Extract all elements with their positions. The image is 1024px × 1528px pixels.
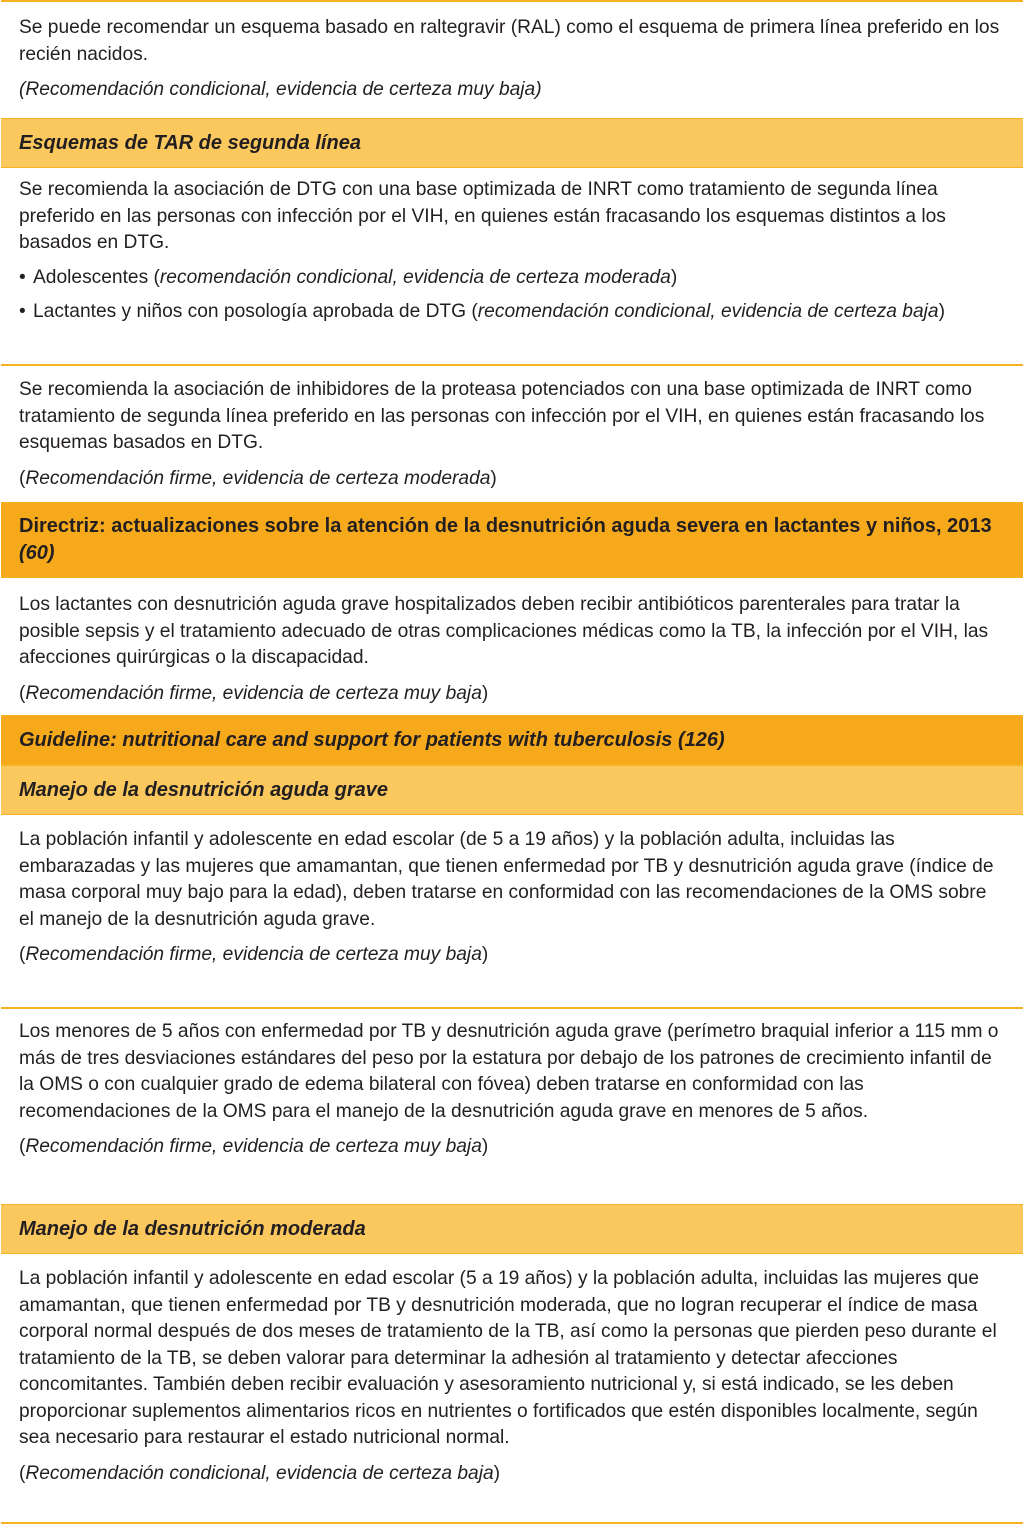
- section-header-manejo-grave: [1, 765, 1023, 815]
- recommendation-text: Los menores de 5 años con enfermedad por TB y desnutrición aguda grave (perímetro braquial inferior a 115 mm o más de tres desviaciones estándares del peso por la estatura por debajo de los patrones de crecimiento infantil de la OMS o con cualquier grado de edema bilateral con fóvea) deben tratarse en conformidad con las recomendaciones de la OMS para el manejo de la desnutrición aguda grave en menores de 5 años.: [19, 1021, 999, 1122]
- section-header-title: Directriz: actualizaciones sobre la atención de la desnutrición aguda severa en lactantes y niños, 2013: [19, 515, 992, 537]
- recommendation-strength: (Recomendación firme, evidencia de certeza muy baja): [19, 682, 489, 704]
- reference-number: (60): [19, 542, 55, 564]
- recommendation-text: Se puede recomendar un esquema basado en raltegravir (RAL) como el esquema de primera línea preferido en los recién nacidos.: [19, 17, 1000, 65]
- section-header-sam-guideline: [1, 502, 1023, 578]
- list-item: • Adolescentes (recomendación condicional, evidencia de certeza moderada): [19, 265, 1005, 292]
- bullet-icon: •: [19, 301, 26, 322]
- recommendation-pi-second-line: [1, 364, 1023, 502]
- recommendation-dtg-second-line: [1, 168, 1023, 364]
- recommendation-text: Se recomienda la asociación de DTG con una base optimizada de INRT como tratamiento de segunda línea preferido en las personas con infección por el VIH, en quienes están fracasando los esquemas distintos a los basados en DTG.: [19, 179, 946, 253]
- recommendation-text: Los lactantes con desnutrición aguda grave hospitalizados deben recibir antibióticos parenterales para tratar la posible sepsis y el tratamiento adecuado de otras complicaciones médicas como la TB, la infección por el VIH, las afecciones quirúrgicas o la discapacidad.: [19, 594, 989, 668]
- recommendation-text: La población infantil y adolescente en edad escolar (de 5 a 19 años) y la población adulta, incluidas las embarazadas y las mujeres que amamantan, que tienen enfermedad por TB y desnutrición aguda grave (índice de masa corporal muy bajo para la edad), deben tratarse en conformidad con las recomendaciones de la OMS sobre el manejo de la desnutrición aguda grave.: [19, 829, 994, 930]
- recommendation-strength: (Recomendación condicional, evidencia de certeza muy baja): [19, 79, 542, 100]
- recommendation-strength: (Recomendación firme, evidencia de certeza moderada): [19, 467, 497, 489]
- recommendation-sam-antibiotics: [1, 578, 1023, 715]
- list-item: • Lactantes y niños con posología aprobada de DTG (recomendación condicional, evidencia de certeza baja): [19, 299, 1005, 326]
- recommendations-table: [1, 0, 1023, 1524]
- recommendation-sam-under-five: [1, 1007, 1023, 1204]
- recommendation-sam-school-age: [1, 815, 1023, 1007]
- recommendation-strength: (Recomendación condicional, evidencia de certeza baja): [19, 1462, 501, 1484]
- section-header-second-line: [1, 118, 1023, 168]
- section-header-title: Manejo de la desnutrición aguda grave: [19, 778, 388, 801]
- recommendation-strength: (Recomendación firme, evidencia de certeza muy baja): [19, 1136, 489, 1157]
- section-header-tb-guideline: [1, 715, 1023, 765]
- section-header-title: Manejo de la desnutrición moderada: [19, 1217, 366, 1240]
- section-header-title: Guideline: nutritional care and support for patients with tuberculosis (126): [19, 728, 725, 751]
- recommendation-strength: (Recomendación firme, evidencia de certeza muy baja): [19, 944, 489, 965]
- recommendation-moderate-malnutrition: [1, 1254, 1023, 1524]
- recommendation-ral-newborns: [1, 0, 1023, 118]
- section-header-manejo-moderada: [1, 1204, 1023, 1254]
- recommendation-text: Se recomienda la asociación de inhibidores de la proteasa potenciados con una base optimizada de INRT como tratamiento de segunda línea preferido en las personas con infección por el VIH, en quienes están fracasando los esquemas basados en DTG.: [19, 379, 985, 453]
- recommendation-text: La población infantil y adolescente en edad escolar (5 a 19 años) y la población adulta, incluidas las mujeres que amamantan, que tienen enfermedad por TB y desnutrición moderada, que no logran recuperar el índice de masa corporal normal después de dos meses de tratamiento de la TB, así como la personas que pierden peso durante el tratamiento de la TB, se deben valorar para determinar la adhesión al tratamiento y detectar afecciones concomitantes. También deben recibir evaluación y asesoramiento nutricional y, si está indicado, se les deben proporcionar suplementos alimentarios ricos en nutrientes o fortificados que estén disponibles localmente, según sea necesario para restaurar el estado nutricional normal.: [19, 1268, 997, 1448]
- section-header-title: Esquemas de TAR de segunda línea: [19, 131, 361, 154]
- bullet-icon: •: [19, 266, 26, 288]
